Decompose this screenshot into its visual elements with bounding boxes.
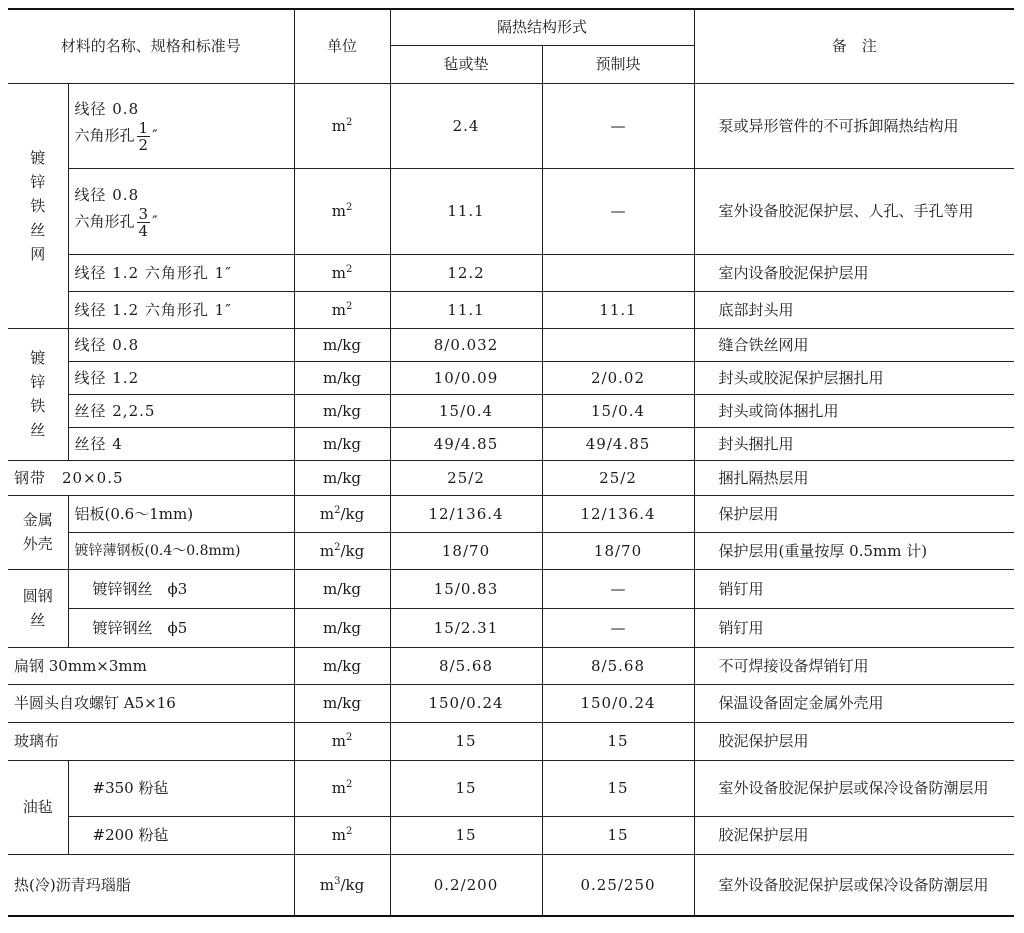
- block-cell: —: [542, 168, 694, 254]
- felt-cell: 15/2.31: [390, 608, 542, 647]
- block-cell: 15/0.4: [542, 394, 694, 427]
- felt-cell: 15: [390, 722, 542, 760]
- fraction: $\frac{3}{4}$: [138, 204, 149, 240]
- table-row: [8, 291, 1014, 328]
- block-cell: [542, 254, 694, 291]
- note-cell: 室外设备胶泥保护层、人孔、手孔等用: [694, 168, 1014, 254]
- table-row: [8, 495, 1014, 532]
- block-cell: 15: [542, 722, 694, 760]
- table-row: [8, 684, 1014, 722]
- felt-cell: 11.1: [390, 168, 542, 254]
- spec-cell: #200 粉毡: [68, 816, 294, 854]
- block-cell: 2/0.02: [542, 361, 694, 394]
- table-row: [8, 427, 1014, 460]
- block-cell: 0.25/250: [542, 854, 694, 916]
- unit-cell: $m^2$: [294, 168, 390, 254]
- unit-cell: $m^2$: [294, 83, 390, 168]
- table-row: [8, 361, 1014, 394]
- spec-cell: 线径 0.8 六角形孔 $\frac{3}{4}$ ″: [68, 168, 294, 254]
- unit-cell: m/kg: [294, 328, 390, 361]
- note-cell: 缝合铁丝网用: [694, 328, 1014, 361]
- unit-cell: m/kg: [294, 427, 390, 460]
- table-row: [8, 722, 1014, 760]
- group-label-wire: 镀 锌 铁 丝: [8, 328, 68, 460]
- unit-cell: m/kg: [294, 569, 390, 608]
- unit-cell: $m^2$: [294, 816, 390, 854]
- felt-cell: 15/0.4: [390, 394, 542, 427]
- note-cell: 封头或胶泥保护层捆扎用: [694, 361, 1014, 394]
- group-label-wire-mesh: 镀 锌 铁 丝 网: [8, 83, 68, 328]
- spec-cell: 钢带 20×0.5: [8, 460, 294, 495]
- felt-cell: 8/0.032: [390, 328, 542, 361]
- note-cell: 室外设备胶泥保护层或保冷设备防潮层用: [694, 760, 1014, 816]
- group-label-shell: 金属 外壳: [8, 495, 68, 569]
- header-block: 预制块: [542, 45, 694, 83]
- block-cell: —: [542, 83, 694, 168]
- block-cell: 12/136.4: [542, 495, 694, 532]
- note-cell: 保护层用: [694, 495, 1014, 532]
- spec-cell: 丝径 2,2.5: [68, 394, 294, 427]
- header-material: 材料的名称、规格和标准号: [8, 9, 294, 83]
- spec-cell: 线径 0.8: [68, 328, 294, 361]
- header-felt: 毡或垫: [390, 45, 542, 83]
- unit-cell: $m^2/kg$: [294, 495, 390, 532]
- felt-cell: 0.2/200: [390, 854, 542, 916]
- note-cell: 胶泥保护层用: [694, 722, 1014, 760]
- block-cell: 15: [542, 760, 694, 816]
- spec-cell: 线径 0.8 六角形孔 $\frac{1}{2}$ ″: [68, 83, 294, 168]
- felt-cell: 49/4.85: [390, 427, 542, 460]
- felt-cell: 15: [390, 816, 542, 854]
- note-cell: 胶泥保护层用: [694, 816, 1014, 854]
- table-row: [8, 168, 1014, 254]
- unit-cell: $m^2$: [294, 760, 390, 816]
- unit-cell: $m^3/kg$: [294, 854, 390, 916]
- table-row: [8, 816, 1014, 854]
- note-cell: 泵或异形管件的不可拆卸隔热结构用: [694, 83, 1014, 168]
- note-cell: 封头捆扎用: [694, 427, 1014, 460]
- unit-cell: $m^2$: [294, 291, 390, 328]
- spec-cell: 线径 1.2: [68, 361, 294, 394]
- unit-cell: $m^2$: [294, 254, 390, 291]
- note-cell: 保温设备固定金属外壳用: [694, 684, 1014, 722]
- group-label-round-steel: 圆钢 丝: [8, 569, 68, 647]
- table-row: [8, 328, 1014, 361]
- table-row: [8, 460, 1014, 495]
- block-cell: —: [542, 608, 694, 647]
- block-cell: 15: [542, 816, 694, 854]
- spec-cell: 扁钢 30mm×3mm: [8, 647, 294, 684]
- block-cell: 11.1: [542, 291, 694, 328]
- spec-cell: 线径 1.2 六角形孔 1″: [68, 254, 294, 291]
- note-cell: 销钉用: [694, 569, 1014, 608]
- felt-cell: 12.2: [390, 254, 542, 291]
- felt-cell: 8/5.68: [390, 647, 542, 684]
- block-cell: [542, 328, 694, 361]
- block-cell: 8/5.68: [542, 647, 694, 684]
- header-structure: 隔热结构形式: [390, 9, 694, 45]
- felt-cell: 15: [390, 760, 542, 816]
- spec-cell: 镀锌钢丝 ϕ3: [68, 569, 294, 608]
- unit-cell: $m^2$: [294, 722, 390, 760]
- note-cell: 销钉用: [694, 608, 1014, 647]
- felt-cell: 150/0.24: [390, 684, 542, 722]
- unit-cell: $m^2/kg$: [294, 532, 390, 569]
- felt-cell: 18/70: [390, 532, 542, 569]
- spec-cell: 半圆头自攻螺钉 A5×16: [8, 684, 294, 722]
- table-row: [8, 83, 1014, 168]
- fraction: $\frac{1}{2}$: [138, 119, 149, 154]
- unit-cell: m/kg: [294, 394, 390, 427]
- felt-cell: 25/2: [390, 460, 542, 495]
- unit-cell: m/kg: [294, 608, 390, 647]
- table-row: [8, 760, 1014, 816]
- materials-table: [8, 8, 1014, 917]
- unit-cell: m/kg: [294, 361, 390, 394]
- felt-cell: 11.1: [390, 291, 542, 328]
- note-cell: 保护层用(重量按厚 0.5mm 计): [694, 532, 1014, 569]
- spec-cell: 玻璃布: [8, 722, 294, 760]
- unit-cell: m/kg: [294, 647, 390, 684]
- note-cell: 封头或筒体捆扎用: [694, 394, 1014, 427]
- header-unit: 单位: [294, 9, 390, 83]
- block-cell: 18/70: [542, 532, 694, 569]
- spec-cell: #350 粉毡: [68, 760, 294, 816]
- spec-cell: 镀锌钢丝 ϕ5: [68, 608, 294, 647]
- felt-cell: 2.4: [390, 83, 542, 168]
- block-cell: 49/4.85: [542, 427, 694, 460]
- spec-cell: 热(冷)沥青玛瑙脂: [8, 854, 294, 916]
- table-row: [8, 569, 1014, 608]
- block-cell: 150/0.24: [542, 684, 694, 722]
- note-cell: 室内设备胶泥保护层用: [694, 254, 1014, 291]
- table-row: [8, 254, 1014, 291]
- block-cell: —: [542, 569, 694, 608]
- felt-cell: 12/136.4: [390, 495, 542, 532]
- spec-cell: 线径 1.2 六角形孔 1″: [68, 291, 294, 328]
- spec-cell: 丝径 4: [68, 427, 294, 460]
- block-cell: 25/2: [542, 460, 694, 495]
- note-cell: 捆扎隔热层用: [694, 460, 1014, 495]
- note-cell: 室外设备胶泥保护层或保冷设备防潮层用: [694, 854, 1014, 916]
- spec-cell: 镀锌薄钢板(0.4～0.8mm): [68, 532, 294, 569]
- spec-cell: 铝板(0.6～1mm): [68, 495, 294, 532]
- table-row: [8, 608, 1014, 647]
- table-row: [8, 647, 1014, 684]
- table-row: [8, 532, 1014, 569]
- header-note: 备 注: [694, 9, 1014, 83]
- unit-cell: m/kg: [294, 460, 390, 495]
- group-label-felt: 油毡: [8, 760, 68, 854]
- unit-cell: m/kg: [294, 684, 390, 722]
- felt-cell: 15/0.83: [390, 569, 542, 608]
- note-cell: 底部封头用: [694, 291, 1014, 328]
- table-row: [8, 394, 1014, 427]
- note-cell: 不可焊接设备焊销钉用: [694, 647, 1014, 684]
- felt-cell: 10/0.09: [390, 361, 542, 394]
- table-row: [8, 854, 1014, 916]
